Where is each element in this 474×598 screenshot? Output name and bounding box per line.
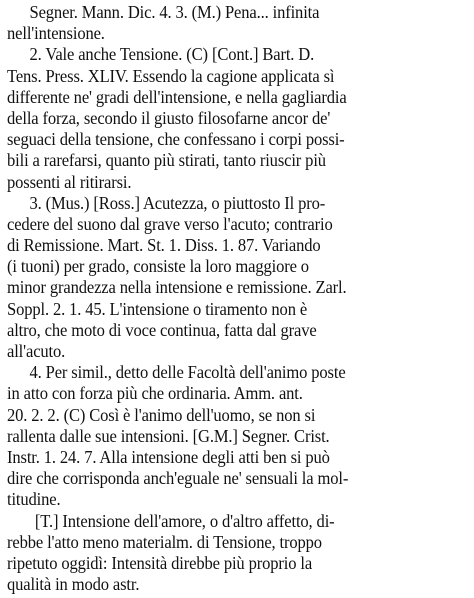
entry-line: all'acuto. <box>7 341 66 361</box>
entry-line: cedere del suono dal grave verso l'acuto; contrario <box>7 213 333 234</box>
entry-line: nell'intensione. <box>7 23 105 44</box>
entry-line: minor grandezza nella intensione e remissione. Zarl. <box>7 277 347 298</box>
entry-line: Segner. Mann. Dic. 4. 3. (M.) Pena... infinita <box>29 2 320 22</box>
entry-line: rebbe l'atto meno materialm. di Tensione, troppo <box>7 531 322 552</box>
entry-line: 20. 2. 2. (C) Così è l'animo dell'uomo, se non si <box>7 404 316 425</box>
entry-line: Instr. 1. 24. 7. Alla intensione degli atti ben si può <box>7 446 330 467</box>
entry-line: 4. Per simil., detto delle Facoltà dell'animo poste <box>29 362 346 383</box>
entry-line: titudine. <box>7 489 61 510</box>
entry-line: in atto con forza più che ordinaria. Amm. ant. <box>7 383 303 404</box>
entry-line: qualità in modo astr. <box>7 574 140 595</box>
entry-line: bili a rarefarsi, quanto più stirati, tanto riuscir più <box>7 150 326 171</box>
entry-line: della forza, secondo il giusto filosofarne ancor de' <box>7 107 331 128</box>
entry-line: dire che corrisponda anch'eguale ne' sensuali la mol- <box>7 468 349 489</box>
entry-line: possenti al ritirarsi. <box>7 171 132 192</box>
entry-line: seguaci della tensione, che confessano i corpi possi- <box>7 129 345 150</box>
entry-line: 2. Vale anche Tensione. (C) [Cont.] Bart. D. <box>29 44 315 65</box>
entry-line: Tens. Press. XLIV. Essendo la cagione applicata sì <box>7 65 335 86</box>
entry-line: altro, che moto di voce continua, fatta dal grave <box>7 319 317 340</box>
entry-line: [T.] Intensione dell'amore, o d'altro affetto, di- <box>34 510 335 531</box>
entry-line: di Remissione. Mart. St. 1. Diss. 1. 87. Variando <box>7 235 321 256</box>
entry-line: Soppl. 2. 1. 45. L'intensione o tiramento non è <box>7 298 308 319</box>
entry-line: differente ne' gradi dell'intensione, e nella gagliardia <box>7 86 347 107</box>
entry-line: rallenta dalle sue intensioni. [G.M.] Segner. Crist. <box>7 425 330 446</box>
entry-line: 3. (Mus.) [Ross.] Acutezza, o piuttosto Il pro- <box>29 192 326 213</box>
entry-line: (i tuoni) per grado, consiste la loro maggiore o <box>7 256 309 277</box>
entry-line: ripetuto oggidì: Intensità direbbe più proprio la <box>7 552 313 573</box>
